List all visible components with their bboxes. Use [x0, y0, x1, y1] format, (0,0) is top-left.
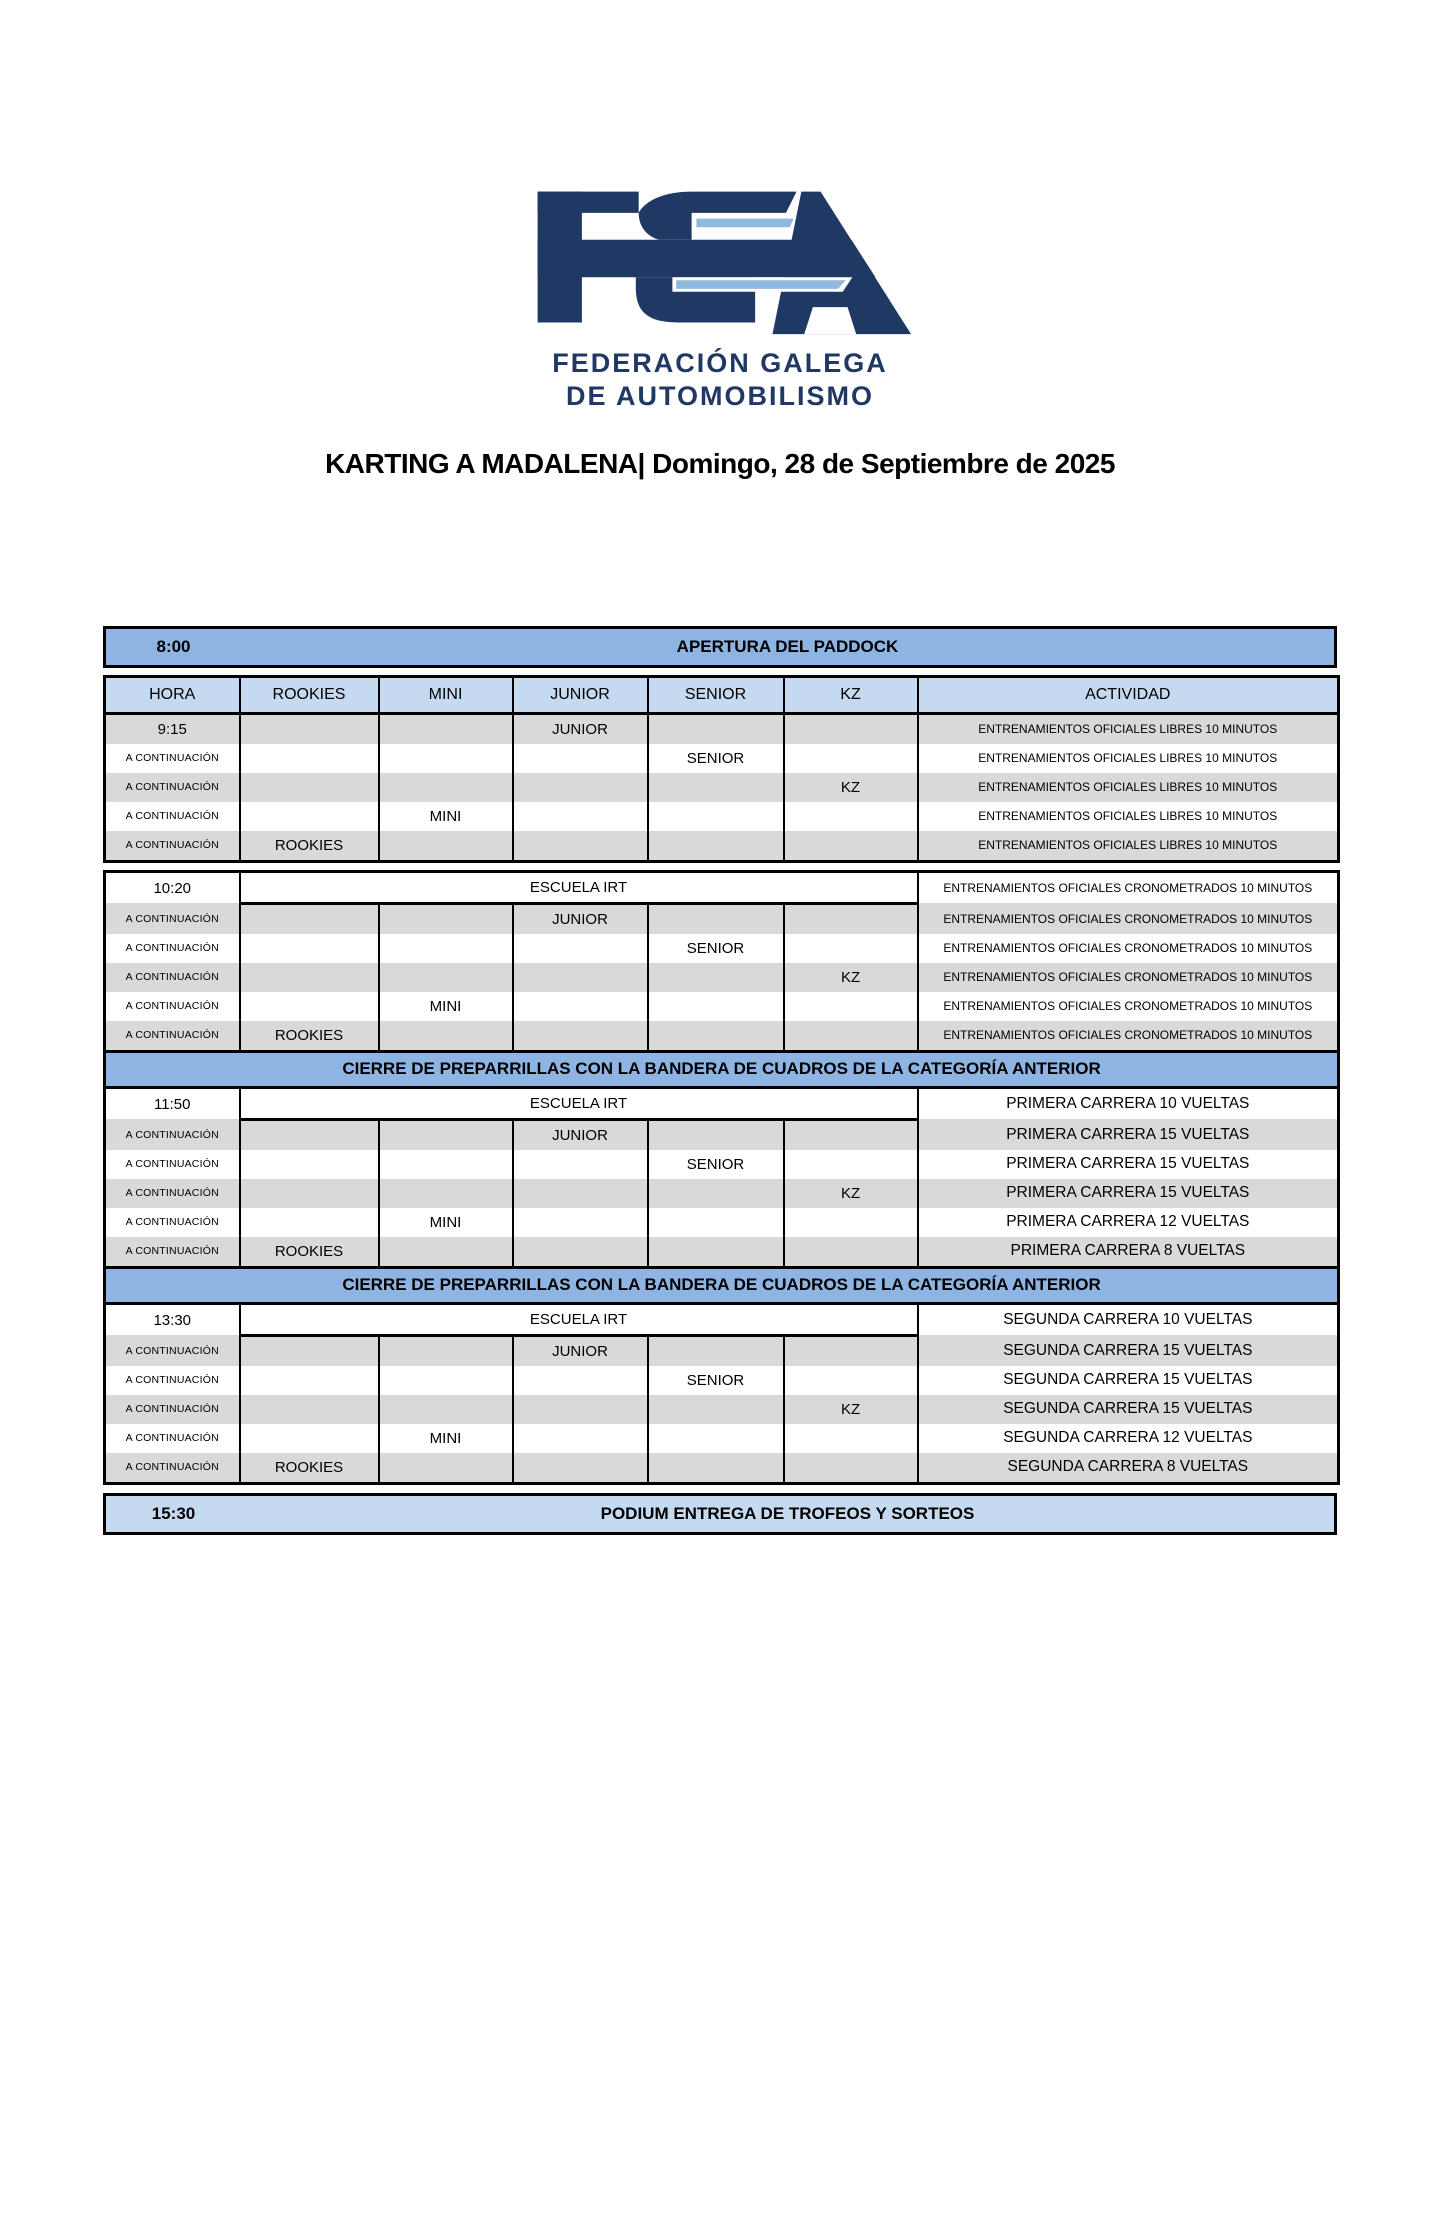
empty-cell: [240, 963, 379, 992]
paddock-banner: [103, 626, 1337, 668]
category-cell-mini: MINI: [379, 1208, 513, 1237]
empty-cell: [648, 1179, 784, 1208]
empty-cell: [379, 773, 513, 802]
empty-cell: [784, 1335, 918, 1366]
schedule-row: [105, 1395, 1339, 1424]
hora-cell: A CONTINUACIÓN: [125, 1374, 219, 1387]
category-cell-senior: SENIOR: [648, 934, 784, 963]
category-cell-kz: KZ: [784, 963, 918, 992]
hora-cell: A CONTINUACIÓN: [125, 942, 219, 955]
paddock-banner-label: APERTURA DEL PADDOCK: [676, 636, 899, 656]
fga-logo-mark: [528, 180, 913, 339]
empty-cell: [240, 992, 379, 1021]
empty-cell: [513, 1366, 648, 1395]
empty-cell: [513, 992, 648, 1021]
empty-cell: [379, 1237, 513, 1268]
empty-cell: [648, 992, 784, 1021]
hora-cell: A CONTINUACIÓN: [125, 1216, 219, 1229]
empty-cell: [379, 1119, 513, 1150]
column-header-senior: SENIOR: [648, 676, 784, 713]
column-header-mini: MINI: [379, 676, 513, 713]
category-cell-kz: KZ: [784, 773, 918, 802]
schedule-row: [105, 871, 1339, 903]
category-cell-rookies: ROOKIES: [240, 1453, 379, 1484]
empty-cell: [784, 1453, 918, 1484]
schedule-row: [105, 1119, 1339, 1150]
category-cell-kz: KZ: [784, 1395, 918, 1424]
hora-cell: A CONTINUACIÓN: [105, 1335, 240, 1366]
activity-cell: ENTRENAMIENTOS OFICIALES CRONOMETRADOS 10 MINUTOS: [918, 992, 1339, 1021]
empty-cell: [784, 1366, 918, 1395]
empty-cell: [784, 1208, 918, 1237]
empty-cell: [379, 744, 513, 773]
schedule-row: [105, 1335, 1339, 1366]
activity-cell: ENTRENAMIENTOS OFICIALES CRONOMETRADOS 10 MINUTOS: [918, 903, 1339, 934]
activity-cell: ENTRENAMIENTOS OFICIALES LIBRES 10 MINUTOS: [918, 713, 1339, 744]
activity-cell: ENTRENAMIENTOS OFICIALES CRONOMETRADOS 10 MINUTOS: [918, 1021, 1339, 1052]
org-name-line2: DE AUTOMOBILISMO: [566, 381, 874, 412]
activity-cell: ENTRENAMIENTOS OFICIALES CRONOMETRADOS 10 MINUTOS: [918, 871, 1339, 903]
column-header-row: [105, 676, 1339, 713]
main-schedule-table: [103, 870, 1340, 1485]
category-cell-senior: SENIOR: [648, 1150, 784, 1179]
cierre-banner-row: [105, 1267, 1339, 1303]
activity-cell: SEGUNDA CARRERA 15 VUELTAS: [918, 1335, 1339, 1366]
empty-cell: [513, 831, 648, 862]
hora-cell: 13:30: [153, 1311, 192, 1329]
category-cell-mini: MINI: [379, 992, 513, 1021]
podium-banner-time: 15:30: [151, 1503, 196, 1523]
empty-cell: [784, 934, 918, 963]
activity-cell: PRIMERA CARRERA 10 VUELTAS: [918, 1087, 1339, 1119]
empty-cell: [513, 1424, 648, 1453]
category-cell-junior: JUNIOR: [513, 713, 648, 744]
category-cell-junior: JUNIOR: [513, 1335, 648, 1366]
empty-cell: [513, 773, 648, 802]
empty-cell: [784, 1424, 918, 1453]
column-header-kz: KZ: [784, 676, 918, 713]
empty-cell: [240, 713, 379, 744]
schedule-row: [105, 992, 1339, 1021]
empty-cell: [513, 802, 648, 831]
activity-cell: SEGUNDA CARRERA 15 VUELTAS: [918, 1366, 1339, 1395]
hora-cell: A CONTINUACIÓN: [105, 773, 240, 802]
activity-cell: PRIMERA CARRERA 15 VUELTAS: [918, 1179, 1339, 1208]
column-header-junior: JUNIOR: [513, 676, 648, 713]
hora-cell: A CONTINUACIÓN: [125, 810, 219, 823]
empty-cell: [379, 1150, 513, 1179]
schedule-row: [105, 802, 1339, 831]
empty-cell: [379, 1366, 513, 1395]
column-header-rookies: ROOKIES: [240, 676, 379, 713]
hora-cell: A CONTINUACIÓN: [105, 1119, 240, 1150]
category-cell-senior: SENIOR: [648, 744, 784, 773]
empty-cell: [784, 744, 918, 773]
activity-cell: PRIMERA CARRERA 15 VUELTAS: [918, 1150, 1339, 1179]
empty-cell: [379, 963, 513, 992]
hora-cell: A CONTINUACIÓN: [125, 1158, 219, 1171]
activity-cell: SEGUNDA CARRERA 15 VUELTAS: [918, 1395, 1339, 1424]
empty-cell: [513, 1237, 648, 1268]
empty-cell: [379, 713, 513, 744]
category-cell-mini: MINI: [379, 1424, 513, 1453]
empty-cell: [240, 1150, 379, 1179]
activity-cell: ENTRENAMIENTOS OFICIALES LIBRES 10 MINUTOS: [918, 831, 1339, 862]
activity-cell: SEGUNDA CARRERA 10 VUELTAS: [918, 1303, 1339, 1335]
empty-cell: [513, 744, 648, 773]
schedule-row: [105, 1021, 1339, 1052]
activity-cell: PRIMERA CARRERA 15 VUELTAS: [918, 1119, 1339, 1150]
schedule-row: [105, 934, 1339, 963]
category-cell-junior: JUNIOR: [513, 1119, 648, 1150]
hora-cell: A CONTINUACIÓN: [105, 1021, 240, 1052]
hora-cell: A CONTINUACIÓN: [105, 1395, 240, 1424]
empty-cell: [513, 1453, 648, 1484]
empty-cell: [513, 1395, 648, 1424]
hora-cell: 9:15: [105, 713, 240, 744]
activity-cell: SEGUNDA CARRERA 12 VUELTAS: [918, 1424, 1339, 1453]
schedule-row: [105, 773, 1339, 802]
fga-logo: [505, 180, 935, 414]
empty-cell: [240, 1119, 379, 1150]
empty-cell: [513, 1021, 648, 1052]
schedule-row: [105, 1150, 1339, 1179]
empty-cell: [379, 1021, 513, 1052]
podium-banner-label: PODIUM ENTREGA DE TROFEOS Y SORTEOS: [600, 1503, 975, 1523]
activity-cell: PRIMERA CARRERA 12 VUELTAS: [918, 1208, 1339, 1237]
schedule-row: [105, 744, 1339, 773]
empty-cell: [648, 802, 784, 831]
schedule-row: [105, 1087, 1339, 1119]
activity-cell: ENTRENAMIENTOS OFICIALES CRONOMETRADOS 10 MINUTOS: [918, 963, 1339, 992]
empty-cell: [513, 1179, 648, 1208]
schedule-row: [105, 1179, 1339, 1208]
hora-cell: A CONTINUACIÓN: [125, 752, 219, 765]
schedule-row: [105, 1424, 1339, 1453]
cierre-banner-label: CIERRE DE PREPARRILLAS CON LA BANDERA DE CUADROS DE LA CATEGORÍA ANTERIOR: [105, 1267, 1339, 1303]
column-header-actividad: ACTIVIDAD: [918, 676, 1339, 713]
schedule-row: [105, 1208, 1339, 1237]
paddock-banner-time: 8:00: [156, 636, 191, 656]
empty-cell: [240, 1179, 379, 1208]
empty-cell: [240, 934, 379, 963]
schedule-row: [105, 831, 1339, 862]
empty-cell: [648, 831, 784, 862]
empty-cell: [379, 1179, 513, 1208]
empty-cell: [648, 1208, 784, 1237]
schedule-row: [105, 713, 1339, 744]
morning-practice-table: [103, 675, 1340, 863]
empty-cell: [648, 1424, 784, 1453]
empty-cell: [648, 963, 784, 992]
empty-cell: [240, 1424, 379, 1453]
hora-cell: A CONTINUACIÓN: [105, 1237, 240, 1268]
category-cell-kz: KZ: [784, 1179, 918, 1208]
category-cell-senior: SENIOR: [648, 1366, 784, 1395]
empty-cell: [648, 1021, 784, 1052]
category-cell-rookies: ROOKIES: [240, 1237, 379, 1268]
empty-cell: [513, 963, 648, 992]
schedule-row: [105, 1453, 1339, 1484]
empty-cell: [648, 1395, 784, 1424]
schedule-row: [105, 1303, 1339, 1335]
empty-cell: [648, 1237, 784, 1268]
empty-cell: [648, 1119, 784, 1150]
cierre-banner-label: CIERRE DE PREPARRILLAS CON LA BANDERA DE CUADROS DE LA CATEGORÍA ANTERIOR: [105, 1051, 1339, 1087]
hora-cell: A CONTINUACIÓN: [105, 831, 240, 862]
empty-cell: [648, 903, 784, 934]
schedule-row: [105, 903, 1339, 934]
schedule-content: [103, 626, 1337, 1535]
empty-cell: [784, 1119, 918, 1150]
empty-cell: [784, 802, 918, 831]
empty-cell: [379, 934, 513, 963]
empty-cell: [784, 903, 918, 934]
empty-cell: [784, 1021, 918, 1052]
hora-cell: A CONTINUACIÓN: [125, 1432, 219, 1445]
activity-cell: SEGUNDA CARRERA 8 VUELTAS: [918, 1453, 1339, 1484]
empty-cell: [784, 992, 918, 1021]
category-cell-mini: MINI: [379, 802, 513, 831]
hora-cell: 11:50: [154, 1095, 191, 1113]
schedule-row: [105, 1237, 1339, 1268]
category-cell-junior: JUNIOR: [513, 903, 648, 934]
activity-cell: ENTRENAMIENTOS OFICIALES LIBRES 10 MINUTOS: [918, 802, 1339, 831]
schedule-row: [105, 1366, 1339, 1395]
hora-cell: A CONTINUACIÓN: [105, 903, 240, 934]
empty-cell: [240, 773, 379, 802]
activity-cell: PRIMERA CARRERA 8 VUELTAS: [918, 1237, 1339, 1268]
empty-cell: [784, 831, 918, 862]
empty-cell: [648, 1453, 784, 1484]
empty-cell: [379, 1453, 513, 1484]
empty-cell: [240, 1366, 379, 1395]
escuela-irt-cell: ESCUELA IRT: [240, 1303, 918, 1335]
empty-cell: [648, 713, 784, 744]
page-title: KARTING A MADALENA| Domingo, 28 de Septiembre de 2025: [325, 447, 1115, 479]
schedule-row: [105, 963, 1339, 992]
podium-banner: [103, 1493, 1337, 1535]
hora-cell: 10:20: [153, 879, 192, 897]
empty-cell: [513, 1150, 648, 1179]
empty-cell: [784, 1150, 918, 1179]
activity-cell: ENTRENAMIENTOS OFICIALES LIBRES 10 MINUTOS: [918, 744, 1339, 773]
empty-cell: [379, 831, 513, 862]
empty-cell: [784, 1237, 918, 1268]
org-name-line1: FEDERACIÓN GALEGA: [552, 348, 888, 378]
activity-cell: ENTRENAMIENTOS OFICIALES LIBRES 10 MINUTOS: [918, 773, 1339, 802]
empty-cell: [513, 1208, 648, 1237]
empty-cell: [240, 1395, 379, 1424]
empty-cell: [784, 713, 918, 744]
column-header-hora: HORA: [105, 676, 240, 713]
escuela-irt-cell: ESCUELA IRT: [240, 1087, 918, 1119]
empty-cell: [379, 903, 513, 934]
empty-cell: [240, 1335, 379, 1366]
escuela-irt-cell: ESCUELA IRT: [240, 871, 918, 903]
hora-cell: A CONTINUACIÓN: [105, 1179, 240, 1208]
hora-cell: A CONTINUACIÓN: [105, 963, 240, 992]
hora-cell: A CONTINUACIÓN: [125, 1000, 219, 1013]
empty-cell: [513, 934, 648, 963]
empty-cell: [240, 1208, 379, 1237]
empty-cell: [379, 1335, 513, 1366]
category-cell-rookies: ROOKIES: [240, 831, 379, 862]
empty-cell: [240, 802, 379, 831]
empty-cell: [648, 773, 784, 802]
cierre-banner-row: [105, 1051, 1339, 1087]
category-cell-rookies: ROOKIES: [240, 1021, 379, 1052]
empty-cell: [240, 744, 379, 773]
hora-cell: A CONTINUACIÓN: [105, 1453, 240, 1484]
empty-cell: [648, 1335, 784, 1366]
activity-cell: ENTRENAMIENTOS OFICIALES CRONOMETRADOS 10 MINUTOS: [918, 934, 1339, 963]
empty-cell: [240, 903, 379, 934]
empty-cell: [379, 1395, 513, 1424]
